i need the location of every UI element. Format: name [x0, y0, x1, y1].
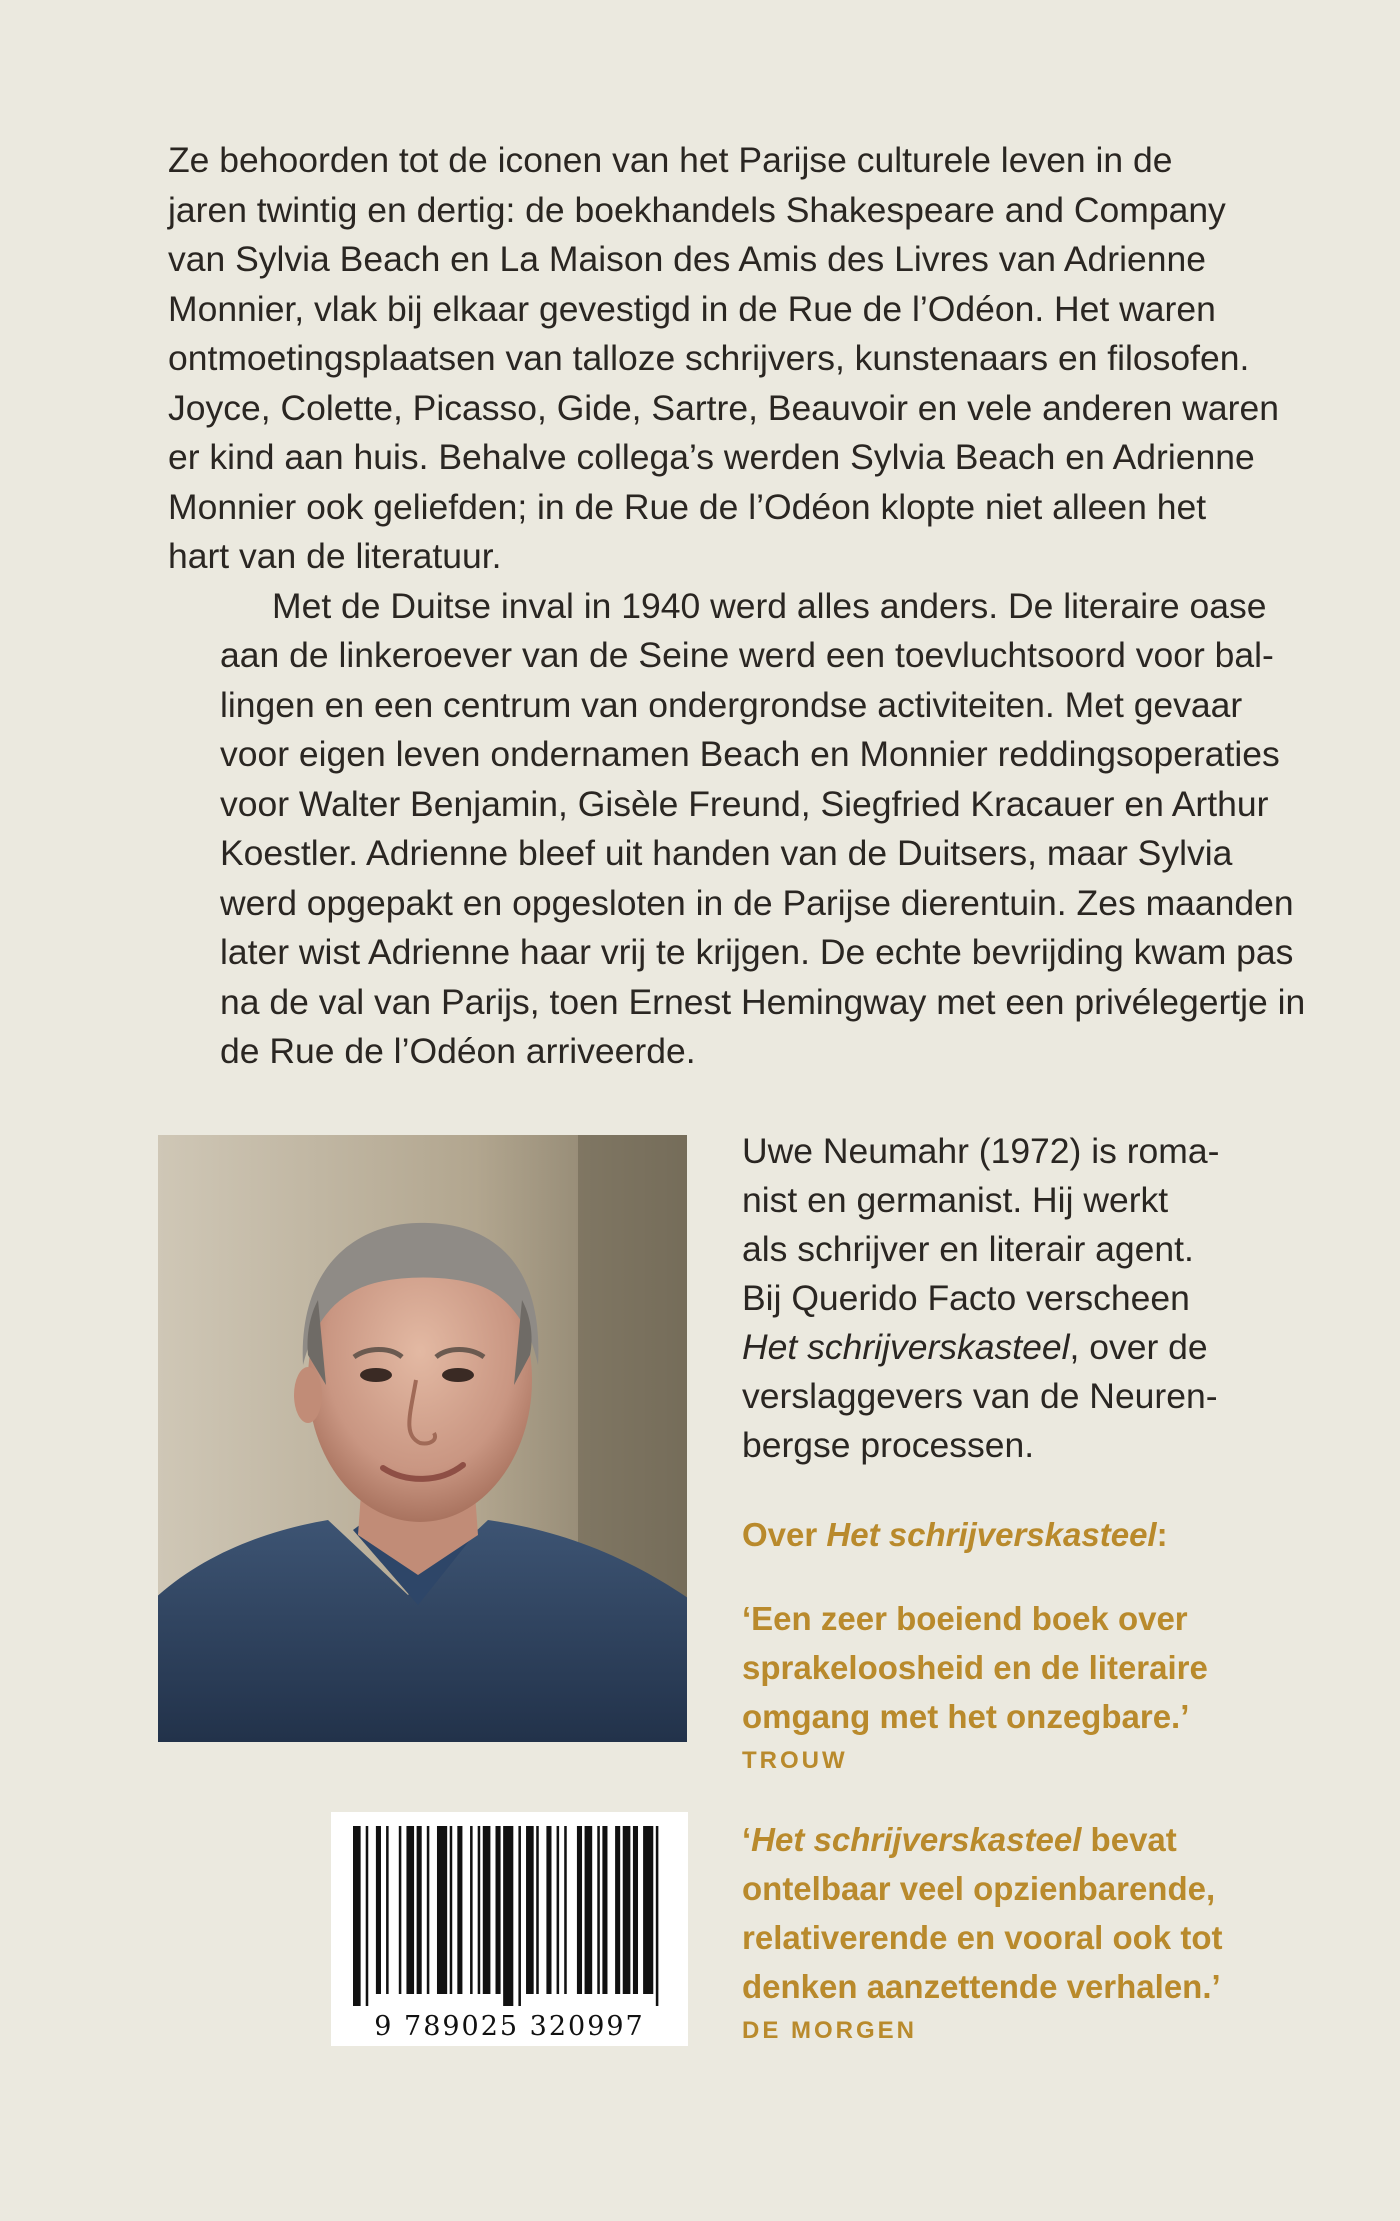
praise-heading — [742, 1512, 1262, 1558]
book-title-italic: Het schrijverskasteel — [742, 1327, 1070, 1367]
bio-line-rest: , over de — [1069, 1327, 1208, 1367]
blurb-line: jaren twintig en dertig: de boekhandels Shakespeare and Company — [168, 189, 1226, 230]
barcode-bar — [417, 1826, 422, 1994]
blurb-line: hart van de literatuur. — [168, 536, 502, 576]
barcode-bar — [557, 1826, 560, 1994]
quote-line: sprakeloosheid en de literaire — [742, 1649, 1208, 1686]
blurb-line: de Rue de l’Odéon arriveerde. — [220, 1031, 696, 1071]
barcode-bar — [437, 1826, 447, 1994]
blurb-line: Monnier ook geliefden; in de Rue de l’Odéon klopte niet alleen het — [168, 486, 1207, 527]
barcode-bar — [399, 1826, 402, 1994]
author-portrait-illustration — [158, 1135, 687, 1742]
barcode-bar — [496, 1826, 501, 1994]
praise-heading-title: Het schrijverskasteel — [826, 1516, 1157, 1553]
barcode-bar — [376, 1826, 381, 1994]
blurb-line: na de val van Parijs, toen Ernest Hemingway met een privélegertje in — [220, 981, 1306, 1022]
blurb-paragraph-2 — [168, 582, 1306, 1077]
quote-source: TROUW — [742, 1747, 848, 1774]
barcode-bar — [518, 1826, 521, 2006]
author-bio — [742, 1127, 1262, 1470]
blurb-line: werd opgepakt en opgesloten in de Parijse dierentuin. Zes maanden — [220, 882, 1294, 923]
bio-line: Bij Querido Facto verscheen — [742, 1278, 1190, 1318]
blurb-line: aan de linkeroever van de Seine werd een toevluchtsoord voor bal- — [220, 635, 1274, 675]
quote-book-title: Het schrijverskasteel — [751, 1821, 1082, 1858]
barcode-bar — [564, 1826, 567, 1994]
back-cover-blurb — [168, 136, 1306, 1077]
barcode-digits: 9 789025 320997 — [374, 2011, 645, 2042]
blurb-line: voor Walter Benjamin, Gisèle Freund, Siegfried Kracauer en Arthur — [220, 783, 1269, 824]
barcode-bar — [623, 1826, 631, 1994]
barcode-bar — [643, 1826, 653, 1994]
quote-open-mark: ‘ — [742, 1821, 752, 1858]
barcode-bar — [536, 1826, 539, 1994]
barcode-bar — [386, 1826, 389, 1994]
barcode-bar — [366, 1826, 369, 2006]
blurb-paragraph-1 — [168, 136, 1279, 582]
author-photo — [158, 1135, 687, 1742]
blurb-line: Met de Duitse inval in 1940 werd alles anders. De literaire oase — [272, 585, 1267, 626]
blurb-line: er kind aan huis. Behalve collega’s werden Sylvia Beach en Adrienne — [168, 437, 1255, 477]
blurb-line: later wist Adrienne haar vrij te krijgen. De echte bevrijding kwam pas — [220, 932, 1294, 972]
blurb-line: Ze behoorden tot de iconen van het Parijse culturele leven in de — [168, 140, 1173, 180]
praise-quote-trouw — [742, 1594, 1302, 1781]
quote-line-rest: bevat — [1081, 1821, 1177, 1858]
blurb-line: voor eigen leven ondernamen Beach en Monnier reddingsoperaties — [220, 734, 1280, 774]
barcode-bar — [602, 1826, 607, 1994]
quote-line: ‘Een zeer boeiend boek over — [742, 1600, 1188, 1637]
isbn-barcode — [331, 1812, 688, 2046]
barcode-bar — [353, 1826, 361, 2006]
barcode-bar — [656, 1826, 659, 2006]
blurb-line: van Sylvia Beach en La Maison des Amis des Livres van Adrienne — [168, 239, 1206, 279]
blurb-line: Koestler. Adrienne bleef uit handen van de Duitsers, maar Sylvia — [220, 833, 1233, 873]
quote-line — [742, 1815, 1302, 1864]
bio-line: nist en germanist. Hij werkt — [742, 1180, 1169, 1220]
quote-line: denken aanzettende verhalen.’ — [742, 1968, 1221, 2005]
praise-heading-prefix: Over — [742, 1516, 827, 1553]
barcode-bar — [450, 1826, 453, 1994]
blurb-line: Monnier, vlak bij elkaar gevestigd in de Rue de l’Odéon. Het waren — [168, 288, 1216, 329]
quote-source: DE MORGEN — [742, 2017, 918, 2044]
barcode-bar — [457, 1826, 462, 1994]
barcode-bar — [633, 1826, 638, 1994]
barcode-bar — [406, 1826, 414, 1994]
barcode-bar — [478, 1826, 481, 1994]
praise-quote-de-morgen — [742, 1815, 1302, 2051]
barcode-bar — [526, 1826, 534, 1994]
barcode-bars — [353, 1826, 666, 2006]
blurb-line: ontmoetingsplaatsen van talloze schrijvers, kunstenaars en filosofen. — [168, 338, 1250, 378]
bio-line: verslaggevers van de Neuren- — [742, 1376, 1218, 1416]
barcode-bar — [483, 1826, 491, 1994]
praise-heading-suffix: : — [1156, 1516, 1168, 1553]
quote-line: ontelbaar veel opzienbarende, — [742, 1870, 1216, 1907]
barcode-bar — [503, 1826, 513, 2006]
quote-line: relativerende en vooral ook tot — [742, 1919, 1223, 1956]
barcode-bar — [615, 1826, 620, 1994]
barcode-bar — [585, 1826, 593, 1994]
quote-line: omgang met het onzegbare.’ — [742, 1698, 1190, 1735]
bio-line: bergse processen. — [742, 1425, 1035, 1465]
blurb-line: Joyce, Colette, Picasso, Gide, Sartre, Beauvoir en vele anderen waren — [168, 387, 1279, 428]
bio-line: als schrijver en literair agent. — [742, 1229, 1194, 1269]
barcode-bar — [470, 1826, 473, 1994]
barcode-bar — [427, 1826, 430, 1994]
bio-line — [742, 1323, 1262, 1372]
blurb-line: lingen en een centrum van ondergrondse activiteiten. Met gevaar — [220, 684, 1243, 725]
barcode-bar — [577, 1826, 582, 1994]
barcode-bar — [597, 1826, 600, 1994]
bio-line: Uwe Neumahr (1972) is roma- — [742, 1131, 1220, 1171]
barcode-bar — [546, 1826, 551, 1994]
